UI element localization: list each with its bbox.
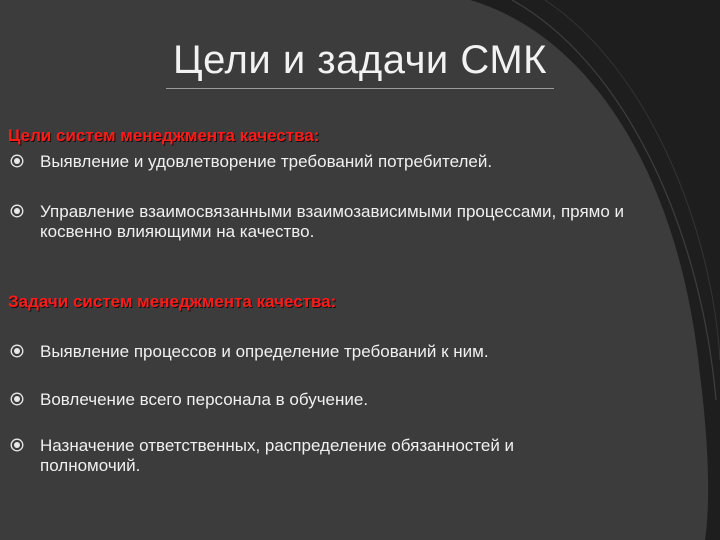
goal-item-1 <box>10 152 690 172</box>
circle-dot-bullet-icon <box>10 204 24 218</box>
goal-item-text: Управление взаимосвязанными взаимозависимыми процессами, прямо и косвенно влияющими на качество. <box>40 202 625 241</box>
goal-item-2 <box>10 202 690 242</box>
tasks-heading: Задачи систем менеджмента качества: <box>8 292 337 311</box>
task-item-1 <box>10 342 690 362</box>
circle-dot-bullet-icon <box>10 154 24 168</box>
title-underline <box>166 88 554 89</box>
task-item-text: Назначение ответственных, распределение обязанностей и полномочий. <box>40 436 515 475</box>
task-item-text: Выявление процессов и определение требований к ним. <box>40 342 489 361</box>
goal-item-text: Выявление и удовлетворение требований потребителей. <box>40 152 493 171</box>
circle-dot-bullet-icon <box>10 392 24 406</box>
circle-dot-bullet-icon <box>10 438 24 452</box>
circle-dot-bullet-icon <box>10 344 24 358</box>
task-item-3 <box>10 436 690 476</box>
task-item-2 <box>10 390 690 410</box>
goals-heading: Цели систем менеджмента качества: <box>8 126 320 145</box>
task-item-text: Вовлечение всего персонала в обучение. <box>40 390 369 409</box>
slide-title: Цели и задачи СМК <box>173 38 547 82</box>
